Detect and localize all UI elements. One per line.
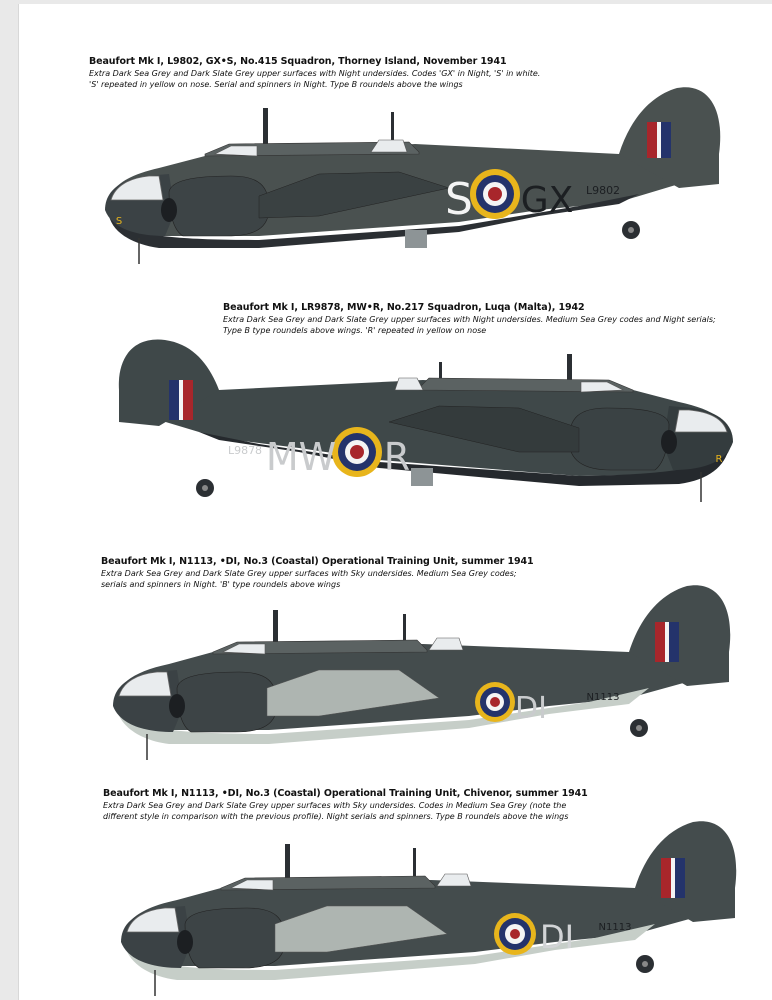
fin-flash [661, 858, 685, 898]
nose-glazing [111, 176, 163, 200]
profile-4-desc-line1: Extra Dark Sea Grey and Dark Slate Grey upper surfaces with Sky undersides. Codes in Medium Sea Grey (note the [103, 801, 567, 810]
profile-1-desc-line2: 'S' repeated in yellow on nose. Serial and spinners in Night. Type B roundels above the wings [89, 80, 463, 89]
book-page [18, 4, 772, 1000]
roundel-3 [475, 682, 515, 722]
profile-4 [19, 774, 772, 1000]
fin-flash [647, 122, 671, 158]
squadron-code: GX [520, 180, 574, 221]
serial-number: N1113 [598, 922, 632, 933]
aircraft-profile-4-drawing [121, 821, 736, 996]
profile-2-title: Beaufort Mk I, LR9878, MW•R, No.217 Squadron, Luqa (Malta), 1942 [223, 302, 585, 313]
profile-1-title: Beaufort Mk I, L9802, GX•S, No.415 Squadron, Thorney Island, November 1941 [89, 56, 507, 67]
profile-4-title: Beaufort Mk I, N1113, •DI, No.3 (Coastal) Operational Training Unit, Chivenor, summer 1941 [103, 788, 588, 799]
squadron-code: DI [539, 918, 575, 956]
fin-flash [655, 622, 679, 662]
engine-nacelle [185, 908, 285, 968]
profile-2-desc-line1: Extra Dark Sea Grey and Dark Slate Grey upper surfaces with Night undersides. Medium Sea Grey codes and Night serials; [223, 315, 716, 324]
aircraft-profile-1 [19, 4, 772, 269]
spinner [169, 694, 185, 718]
serial-number: N1113 [586, 692, 620, 703]
profile-4-desc-line2: different style in comparison with the previous profile). Night serials and spinners. Type B roundels above the wings [103, 812, 569, 821]
engine-nacelle [569, 408, 669, 470]
squadron-code: MW [265, 435, 337, 479]
roundel-4 [494, 913, 536, 955]
aircraft-profile-3 [19, 548, 772, 768]
profile-2-desc-line2: Type B type roundels above wings. 'R' repeated in yellow on nose [223, 326, 487, 335]
nose-glazing [675, 410, 727, 432]
profile-2 [19, 272, 772, 512]
spinner [661, 430, 677, 454]
squadron-code-letter: R [383, 435, 411, 479]
nose-letter: R [715, 454, 723, 465]
undercarriage-door [405, 230, 427, 248]
roundel-2 [332, 427, 382, 477]
serial-number: L9802 [585, 184, 621, 197]
squadron-code-letter: S [445, 174, 473, 225]
aircraft-profile-3-drawing [113, 585, 730, 760]
aircraft-profile-2 [19, 272, 772, 512]
aircraft-profile-2-drawing [119, 340, 733, 502]
serial-number: L9878 [227, 444, 263, 457]
nose-letter: S [115, 216, 123, 227]
fin-flash [169, 380, 193, 420]
profile-3-desc-line2: serials and spinners in Night. 'B' type roundels above wings [101, 580, 341, 589]
profile-1-desc-line1: Extra Dark Sea Grey and Dark Slate Grey upper surfaces with Night undersides. Codes 'GX' in Night, 'S' in white. [89, 69, 541, 78]
spinner [177, 930, 193, 954]
profile-3-desc-line1: Extra Dark Sea Grey and Dark Slate Grey upper surfaces with Sky undersides. Medium Sea Grey codes; [101, 569, 517, 578]
roundel-1 [470, 169, 520, 219]
undercarriage-door [411, 468, 433, 486]
aircraft-profile-4 [19, 774, 772, 1000]
nose-glazing [127, 908, 179, 932]
squadron-code: DI [515, 691, 547, 726]
profile-3-title: Beaufort Mk I, N1113, •DI, No.3 (Coastal) Operational Training Unit, summer 1941 [101, 556, 534, 567]
engine-nacelle [177, 672, 277, 732]
nose-glazing [119, 672, 171, 696]
aircraft-profile-1-drawing [105, 87, 720, 264]
engine-nacelle [169, 176, 269, 236]
spinner [161, 198, 177, 222]
profile-1 [19, 4, 772, 269]
profile-3 [19, 548, 772, 768]
